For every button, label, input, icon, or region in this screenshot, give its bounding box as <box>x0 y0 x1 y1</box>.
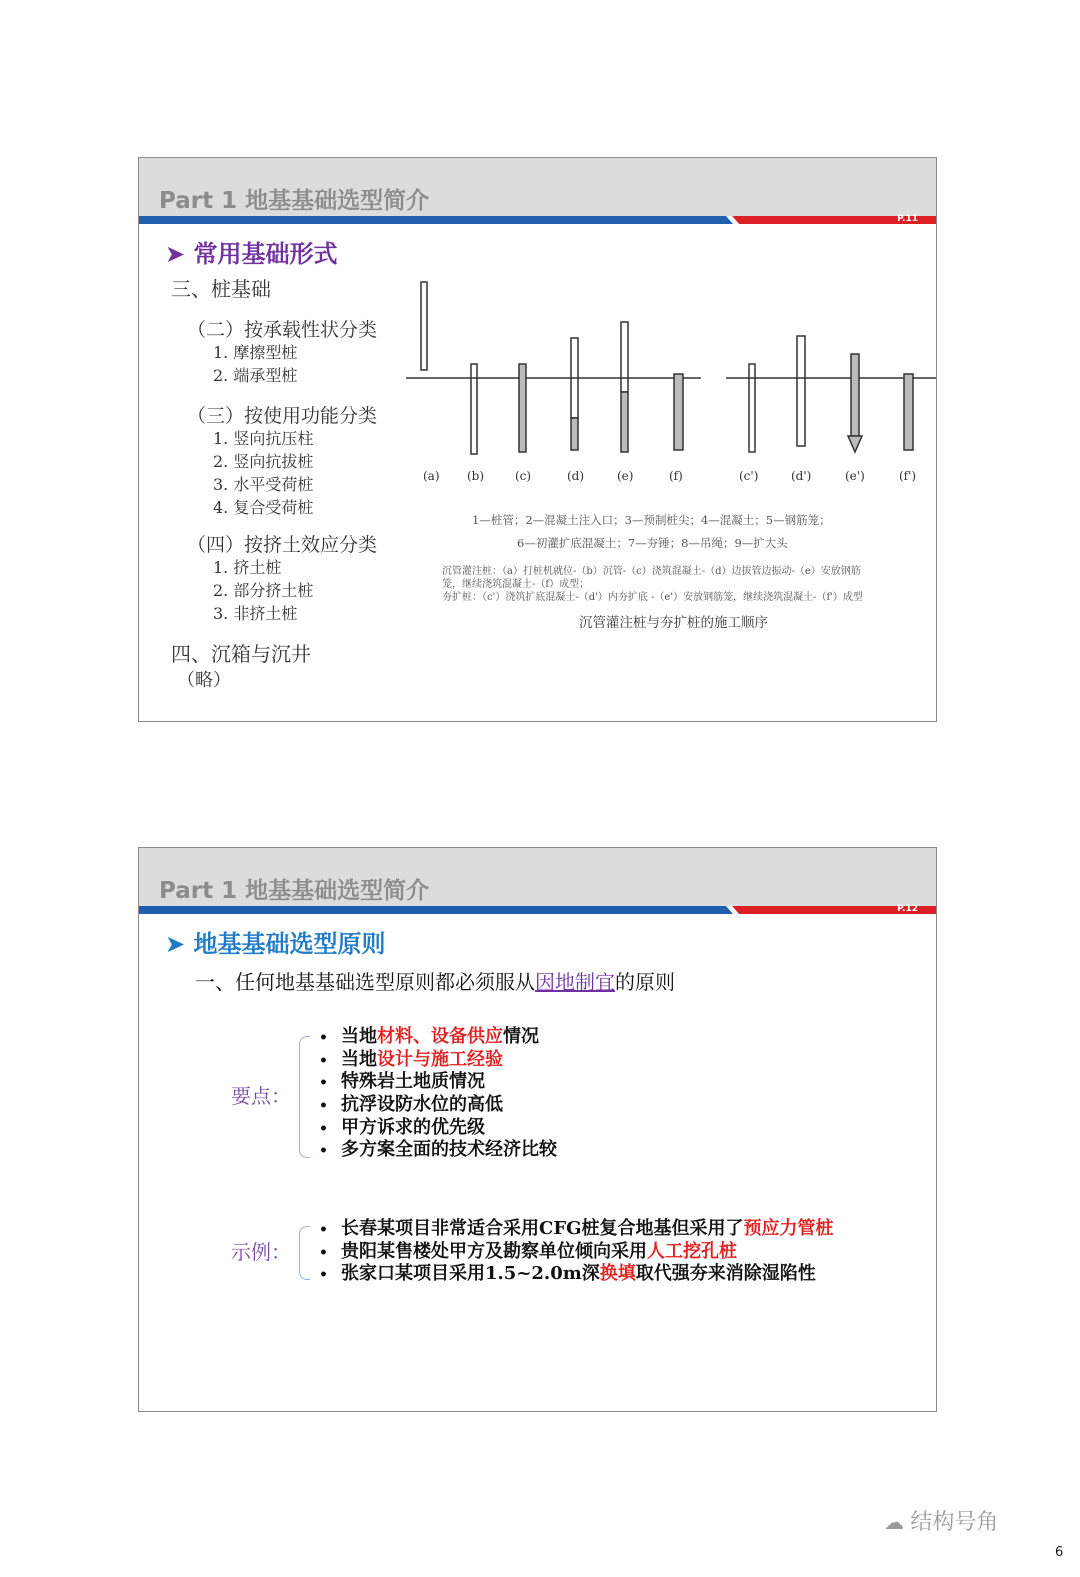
page-label: P.11 <box>897 214 918 224</box>
header-stripe <box>139 906 936 914</box>
list-item: • 张家口某项目采用1.5~2.0m深换填取代强夯来消除湿陷性 <box>319 1263 833 1286</box>
heading: 三、桩基础 <box>171 277 271 301</box>
heading: 四、沉箱与沉井 <box>171 642 311 666</box>
principle-link[interactable]: 因地制宜 <box>535 970 615 994</box>
list-item: • 长春某项目非常适合采用CFG桩复合地基但采用了预应力管桩 <box>319 1218 833 1241</box>
examples-label: 示例： <box>231 1240 291 1264</box>
item: 3. 非挤土桩 <box>213 604 298 623</box>
slide-11 <box>138 157 937 722</box>
subheading: （四）按挤土效应分类 <box>187 534 378 556</box>
brace <box>299 1036 310 1158</box>
note: 笼，继续浇筑混凝土-（f）成型； <box>442 579 590 590</box>
label: (b) <box>467 469 485 483</box>
watermark: ☁ 结构号角 <box>884 1510 999 1535</box>
subheading: （三）按使用功能分类 <box>187 405 378 427</box>
item: 2. 竖向抗拔桩 <box>213 452 314 471</box>
slide-12 <box>138 847 937 1412</box>
label: (f') <box>899 469 917 483</box>
points-list <box>319 1026 557 1162</box>
list-item: • 特殊岩土地质情况 <box>319 1071 557 1094</box>
list-item: • 多方案全面的技术经济比较 <box>319 1139 557 1162</box>
principle: 一、任何地基基础选型原则都必须服从因地制宜的原则 <box>195 970 675 994</box>
brace <box>299 1226 310 1280</box>
label: (c') <box>739 469 759 483</box>
label: (d) <box>567 469 585 483</box>
list-item: • 当地设计与施工经验 <box>319 1049 557 1072</box>
header-stripe <box>139 216 936 224</box>
legend: 1—桩管；2—混凝土注入口；3—预制桩尖；4—混凝土；5—钢筋笼； <box>472 513 831 527</box>
list-item: • 贵阳某售楼处甲方及勘察单位倾向采用人工挖孔桩 <box>319 1241 833 1264</box>
legend: 6—初灌扩底混凝土；7—夯锤；8—吊绳；9—扩大头 <box>517 536 788 550</box>
figure-caption: 沉管灌注桩与夯扩桩的施工顺序 <box>579 615 768 631</box>
label: (f) <box>669 469 683 483</box>
list-item: • 甲方诉求的优先级 <box>319 1117 557 1140</box>
page-label: P.12 <box>897 904 918 914</box>
wechat-icon: ☁ <box>884 1510 911 1534</box>
slide-title: Part 1 地基基础选型简介 <box>159 188 430 214</box>
slide-header <box>139 158 936 216</box>
label: (e) <box>617 469 634 483</box>
pile-construction-diagram <box>401 276 937 486</box>
item: 2. 端承型桩 <box>213 366 298 385</box>
item: 1. 摩擦型桩 <box>213 343 298 362</box>
examples-list <box>319 1218 833 1286</box>
list-item: • 抗浮设防水位的高低 <box>319 1094 557 1117</box>
item: 3. 水平受荷桩 <box>213 475 314 494</box>
note: 沉管灌注桩：（a）打桩机就位-（b）沉管-（c）浇筑混凝土-（d）边拔管边振动-（e）安放钢筋 <box>442 566 861 577</box>
slide-header <box>139 848 936 906</box>
note: 夯扩桩：（c'）浇筑扩底混凝土-（d'）内夯扩底 -（e'）安放钢筋笼，继续浇筑混凝土-（f'）成型 <box>442 592 863 603</box>
item: 4. 复合受荷桩 <box>213 498 314 517</box>
list-item: • 当地材料、设备供应情况 <box>319 1026 557 1049</box>
item: 1. 挤土桩 <box>213 558 282 577</box>
label: (a) <box>423 469 440 483</box>
points-label: 要点： <box>231 1084 291 1108</box>
section-title: ➤ 地基基础选型原则 <box>165 930 386 958</box>
label: (c) <box>515 469 532 483</box>
slide-title: Part 1 地基基础选型简介 <box>159 878 430 904</box>
page-number: 6 <box>1055 1545 1064 1560</box>
note: （略） <box>177 670 231 691</box>
label: (d') <box>791 469 812 483</box>
item: 1. 竖向抗压柱 <box>213 429 314 448</box>
subheading: （二）按承载性状分类 <box>187 319 378 341</box>
section-title: ➤ 常用基础形式 <box>165 240 338 268</box>
label: (e') <box>845 469 865 483</box>
item: 2. 部分挤土桩 <box>213 581 314 600</box>
